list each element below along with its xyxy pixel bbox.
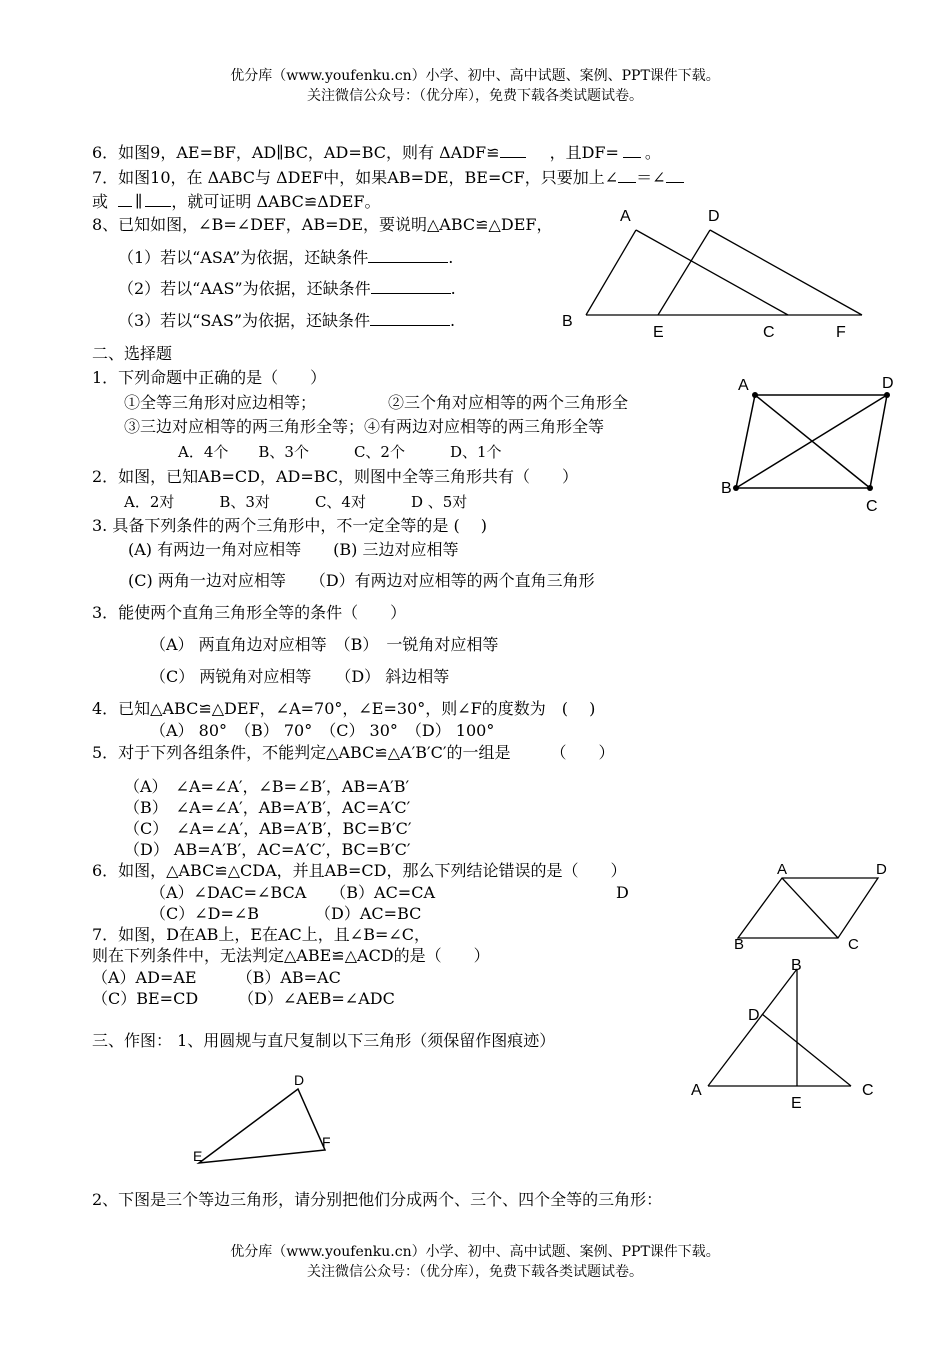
construct-q2: 2、下图是三个等边三角形，请分别把他们分成两个、三个、四个全等的三角形： xyxy=(92,1190,663,1209)
fig1-label-B: B xyxy=(562,313,573,330)
choice-q3b-options-ab: （A） 两直角边对应相等 （B） 一锐角对应相等 xyxy=(150,635,499,654)
choice-q1-option-4: ④有两边对应相等的两三角形全等 xyxy=(364,417,605,436)
choice-q1-option-1: ①全等三角形对应边相等； xyxy=(124,393,317,412)
fig5-label-D: D xyxy=(294,1072,305,1088)
choice-q3a: 3. 具备下列条件的两个三角形中，不一定全等的是 ( ) xyxy=(92,516,488,535)
q8-part-1-text: （1）若以“ASA”为依据，还缺条件 xyxy=(118,248,369,267)
q7-text-d: ∥ xyxy=(135,192,143,211)
fig1-line-DE xyxy=(658,230,710,315)
fig2-label-A: A xyxy=(738,377,749,394)
q7-text-a: 7．如图10，在 ΔABC与 ΔDEF中，如果AB=DE，BE=CF，只要加上∠ xyxy=(92,168,619,187)
choice-q7-line-1: 7．如图，D在AB上，E在AC上，且∠B=∠C， xyxy=(92,925,431,944)
choice-q5-option-c: （C） ∠A=∠A′，AB=A′B′，BC=B′C′ xyxy=(124,819,412,838)
header-line-1: 优分库（www.youfenku.cn）小学、初中、高中试题、案例、PPT课件下载。 xyxy=(230,68,720,84)
q7-text-e: ，就可证明 ΔABC≌ΔDEF。 xyxy=(171,192,381,211)
fig3-diagonal-AC xyxy=(782,878,838,938)
fig2-dot-C xyxy=(867,485,873,491)
figure-5-triangle xyxy=(199,1089,325,1163)
choice-q1-option-3: ③三边对应相等的两三角形全等； xyxy=(124,417,365,436)
q7-text-c: 或 xyxy=(92,192,109,211)
choice-q4: 4．已知△ABC≌△DEF，∠A=70°，∠E=30°，则∠F的度数为 ( ) xyxy=(92,699,596,718)
fig1-label-E: E xyxy=(653,324,664,341)
choice-q7-options-cd: （C）BE=CD （D）∠AEB=∠ADC xyxy=(92,989,395,1008)
fig3-label-A: A xyxy=(777,861,788,878)
section-choice-heading: 二、选择题 xyxy=(92,344,173,363)
fig2-dot-B xyxy=(733,485,739,491)
footer-line-1: 优分库（www.youfenku.cn）小学、初中、高中试题、案例、PPT课件下载。 xyxy=(230,1244,720,1260)
choice-q5: 5．对于下列各组条件，不能判定△ABC≌△A′B′C′的一组是 （ ） xyxy=(92,743,615,762)
choice-q4-answers: （A） 80° （B） 70° （C） 30° （D） 100° xyxy=(150,721,495,740)
fig4-line-AB xyxy=(708,969,797,1086)
fig2-label-B: B xyxy=(721,480,732,497)
choice-q2: 2．如图，已知AB=CD，AD=BC，则图中全等三角形共有（ ） xyxy=(92,467,579,486)
fig2-dot-D xyxy=(884,392,890,398)
footer-line-2: 关注微信公众号：（优分库），免费下载各类试题试卷。 xyxy=(307,1264,643,1280)
fig3-label-B: B xyxy=(734,936,745,953)
choice-q1: 1．下列命题中正确的是（ ） xyxy=(92,368,327,387)
choice-q3a-options-ab: (A) 有两边一角对应相等 (B) 三边对应相等 xyxy=(128,540,459,559)
choice-q1-option-2: ②三个角对应相等的两个三角形全 xyxy=(388,393,629,412)
fig1-line-DF xyxy=(710,230,862,315)
fig1-line-AB xyxy=(586,230,636,315)
fig5-triangle-DEF xyxy=(199,1089,325,1163)
figure-3-parallelogram xyxy=(738,878,878,938)
choice-q6-options-cd: （C）∠D=∠B （D）AC=BC xyxy=(150,904,422,923)
fig4-label-B: B xyxy=(791,957,802,974)
q6-text-c: 。 xyxy=(644,143,661,162)
choice-q6: 6．如图，△ABC≌△CDA，并且AB=CD，那么下列结论错误的是（ ） xyxy=(92,861,627,880)
fig1-line-AC xyxy=(636,230,788,315)
fig4-label-C: C xyxy=(862,1082,874,1099)
q8-period-3: . xyxy=(450,311,456,330)
choice-q7-options-ab: （A）AD=AE （B）AB=AC xyxy=(92,968,341,987)
fig4-line-DC xyxy=(762,1014,851,1086)
fig3-quad xyxy=(738,878,878,938)
figure-1-triangles xyxy=(586,230,862,315)
choice-q1-answers: A．4个 B、3个 C、2个 D、1个 xyxy=(178,443,502,461)
q6-text-b: ，且DF= xyxy=(549,143,619,162)
choice-q5-option-b: （B） ∠A=∠A′，AB=A′B′，AC=A′C′ xyxy=(124,798,411,817)
q6-text-a: 6．如图9，AE=BF，AD∥BC，AD=BC，则有 ΔADF≌ xyxy=(92,143,500,162)
q7-text-b: ＝∠ xyxy=(636,168,666,187)
fig2-label-C: C xyxy=(866,498,878,515)
choice-q5-option-d: （D） AB=A′B′，AC=A′C′，BC=B′C′ xyxy=(124,840,411,859)
choice-q3b-options-cd: （C） 两锐角对应相等 （D） 斜边相等 xyxy=(150,667,450,686)
fig3-label-C: C xyxy=(848,936,859,953)
figure-4-triangles xyxy=(708,969,851,1086)
section-construct-heading: 三、作图： 1、用圆规与直尺复制以下三角形（须保留作图痕迹） xyxy=(92,1031,556,1050)
fig4-label-E: E xyxy=(791,1095,802,1112)
q8-part-3-text: （3）若以“SAS”为依据，还缺条件 xyxy=(118,311,371,330)
fig1-label-C: C xyxy=(763,324,775,341)
fig1-label-D: D xyxy=(708,208,720,225)
fig3-label-D: D xyxy=(876,861,887,878)
header-line-2: 关注微信公众号：（优分库），免费下载各类试题试卷。 xyxy=(307,88,643,104)
fig2-diagonal-BD xyxy=(736,395,887,488)
choice-q6-stray-label: D xyxy=(616,883,629,902)
fig2-label-D: D xyxy=(882,375,894,392)
fig4-label-D: D xyxy=(748,1007,760,1024)
fig5-label-F: F xyxy=(322,1134,331,1150)
choice-q5-option-a: （A） ∠A=∠A′，∠B=∠B′，AB=A′B′ xyxy=(124,777,410,796)
fig5-label-E: E xyxy=(193,1148,203,1164)
choice-q6-options-ab: （A）∠DAC=∠BCA （B）AC=CA xyxy=(150,883,436,902)
q8-period-2: . xyxy=(450,279,456,298)
fig1-label-F: F xyxy=(836,324,846,341)
choice-q7-line-2: 则在下列条件中，无法判定△ABE≌△ACD的是（ ） xyxy=(92,946,490,965)
figure-2-parallelogram xyxy=(736,395,887,488)
q8-part-2-text: （2）若以“AAS”为依据，还缺条件 xyxy=(118,279,371,298)
choice-q3a-options-cd: (C) 两角一边对应相等 （D）有两边对应相等的两个直角三角形 xyxy=(128,571,595,590)
question-8: 8、已知如图，∠B=∠DEF，AB=DE，要说明△ABC≌△DEF， xyxy=(92,215,553,234)
q8-period-1: . xyxy=(448,248,454,267)
choice-q2-answers: A．2对 B、3对 C、4对 D 、5对 xyxy=(124,493,468,511)
fig1-label-A: A xyxy=(620,208,631,225)
choice-q3b: 3．能使两个直角三角形全等的条件（ ） xyxy=(92,603,407,622)
fig2-dot-A xyxy=(752,392,758,398)
fig4-label-A: A xyxy=(691,1082,702,1099)
